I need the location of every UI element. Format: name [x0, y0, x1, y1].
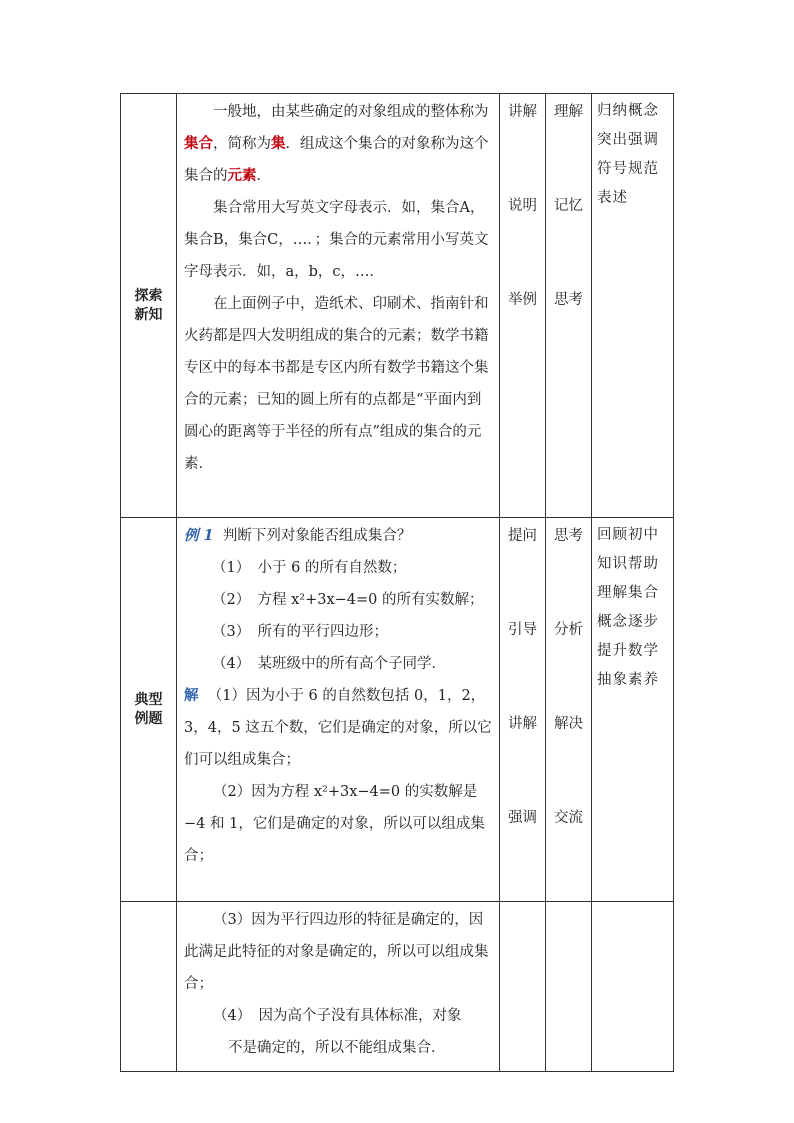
solution-1-text: （1）因为小于 6 的自然数包括 0，1，2，3，4，5 这五个数，它们是确定的对象，所以它们可以组成集合；	[184, 688, 492, 768]
example-question	[184, 520, 493, 552]
teacher-act-1: 提问	[508, 528, 537, 544]
row-continuation	[121, 902, 674, 1072]
example-question-text: 判断下列对象能否组成集合？	[222, 528, 412, 544]
design-intent-empty	[592, 902, 674, 1072]
teacher-act-3: 讲解	[508, 716, 537, 732]
teacher-act-2: 引导	[508, 622, 537, 638]
solution-tag: 解	[184, 687, 199, 704]
teacher-activity	[500, 518, 546, 902]
label-text: 典型例题	[134, 691, 163, 727]
teacher-act-4: 强调	[508, 810, 537, 826]
student-act-1: 思考	[554, 528, 583, 544]
solution-4b: 不是确定的，所以不能组成集合．	[228, 1040, 446, 1056]
student-act-2: 记忆	[554, 198, 583, 214]
row-label-empty	[121, 902, 177, 1072]
student-activity	[546, 518, 592, 902]
label-text: 探索新知	[134, 287, 163, 323]
examples-paragraph: 在上面例子中，造纸术、印刷术、指南针和火药都是四大发明组成的集合的元素；数学书籍专区中的每本书都是专区内所有数学书籍这个集合的元素；已知的圆上所有的点都是“平面内到圆心的距离等于半径的所有点”组成的集合的元素．	[184, 296, 489, 472]
example-item: （2） 方程 x²+3x−4=0 的所有实数解；	[212, 592, 484, 608]
student-act-2: 分析	[554, 622, 583, 638]
design-intent: 回顾初中知识帮助理解集合概念逐步提升数学抽象素养	[592, 518, 674, 902]
student-act-4: 交流	[554, 810, 583, 826]
text-run: ．组成这个集合的对象称为这个集合的	[184, 136, 489, 184]
example-item: （1） 小于 6 的所有自然数；	[212, 560, 407, 576]
teacher-act-1: 讲解	[508, 104, 537, 120]
student-act-1: 理解	[554, 104, 583, 120]
teacher-act-3: 举例	[508, 292, 537, 308]
design-intent: 归纳概念突出强调符号规范表述	[592, 94, 674, 518]
student-act-3: 思考	[554, 292, 583, 308]
examples-content	[177, 518, 500, 902]
term-set: 集合	[184, 135, 213, 152]
student-activity	[546, 94, 592, 518]
teacher-activity-empty	[500, 902, 546, 1072]
student-activity-empty	[546, 902, 592, 1072]
row-examples	[121, 518, 674, 902]
solution-1	[184, 680, 493, 776]
lesson-plan-table	[120, 93, 674, 1072]
example-tag: 例 1	[184, 527, 214, 544]
term-element: 元素	[227, 167, 257, 184]
teacher-activity	[500, 94, 546, 518]
notation-paragraph: 集合常用大写英文字母表示．如，集合A，集合B，集合C，…．；集合的元素常用小写英文字母表示．如，a，b，c，…．	[184, 200, 489, 280]
solution-3: （3）因为平行四边形的特征是确定的，因此满足此特征的对象是确定的，所以可以组成集合；	[184, 912, 489, 992]
solution-2: （2）因为方程 x²+3x−4=0 的实数解是−4 和 1，它们是确定的对象，所以可以组成集合；	[184, 784, 485, 864]
text-run: ．	[256, 168, 271, 184]
row-explore	[121, 94, 674, 518]
text-run: ，简称为	[213, 136, 271, 152]
definition-paragraph	[184, 96, 493, 192]
student-act-3: 解决	[554, 716, 583, 732]
explore-content	[177, 94, 500, 518]
row-label-explore	[121, 94, 177, 518]
example-item: （3） 所有的平行四边形；	[212, 624, 388, 640]
solution-4a: （4） 因为高个子没有具体标准，对象	[213, 1008, 462, 1024]
example-item: （4） 某班级中的所有高个子同学．	[212, 656, 446, 672]
teacher-act-2: 说明	[508, 198, 537, 214]
continuation-content	[177, 902, 500, 1072]
row-label-examples	[121, 518, 177, 902]
term-set-short: 集	[271, 135, 286, 152]
text-run: 一般地，由某些确定的对象组成的整体称为	[213, 104, 489, 120]
